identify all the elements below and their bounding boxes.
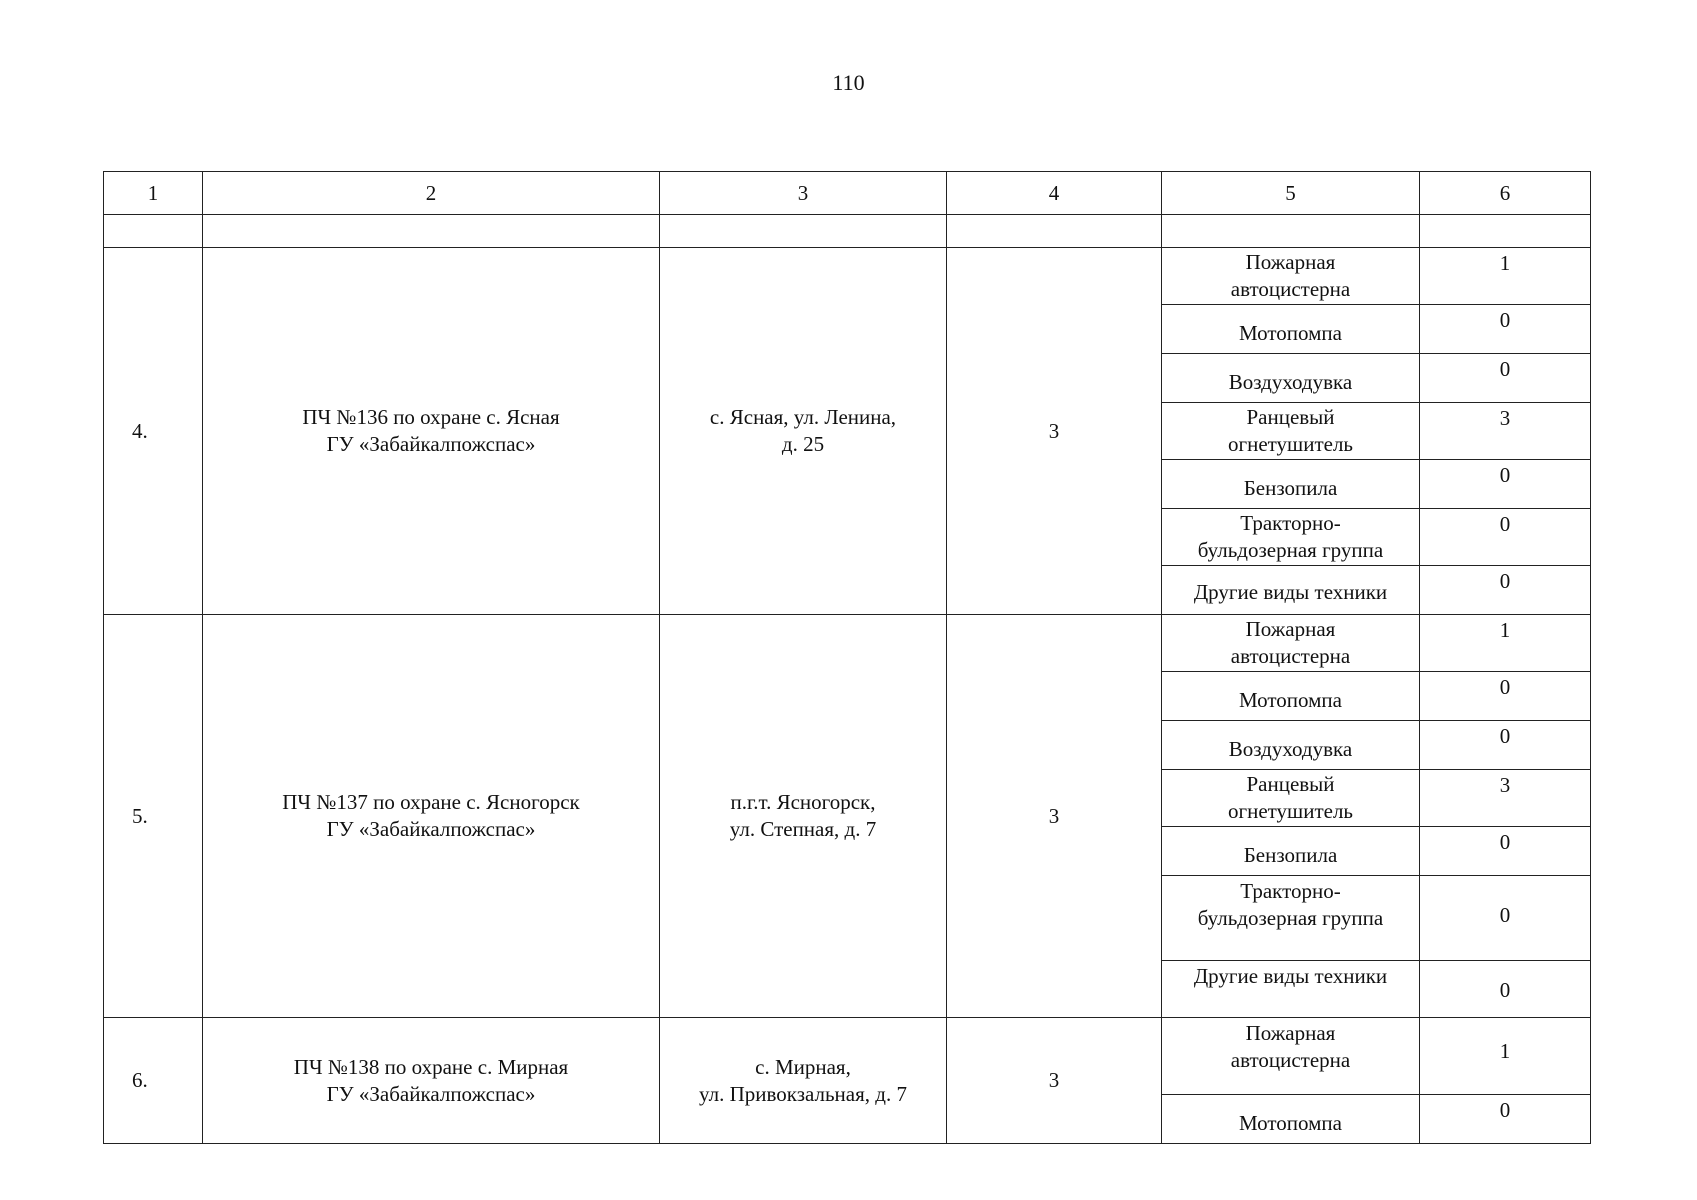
equipment-name: Пожарная автоцистерна — [1162, 615, 1420, 672]
equipment-name: Тракторно- бульдозерная группа — [1162, 876, 1420, 961]
equipment-name: Тракторно- бульдозерная группа — [1162, 509, 1420, 566]
row-number: 4. — [104, 248, 203, 615]
table-row — [104, 248, 1591, 305]
staff-count: 3 — [947, 615, 1162, 1018]
address-line: с. Мирная, — [755, 1054, 851, 1079]
equipment-qty: 0 — [1420, 566, 1591, 615]
equipment-qty: 3 — [1420, 403, 1591, 460]
equipment-qty: 0 — [1420, 961, 1591, 1018]
equipment-qty: 0 — [1420, 354, 1591, 403]
equipment-name: Мотопомпа — [1162, 1095, 1420, 1144]
column-header: 2 — [203, 172, 660, 215]
equipment-table — [103, 171, 1591, 1144]
row-number: 6. — [104, 1018, 203, 1144]
equipment-name: Пожарная автоцистерна — [1162, 1018, 1420, 1095]
column-header: 6 — [1420, 172, 1591, 215]
equipment-name: Другие виды техники — [1162, 961, 1420, 1018]
staff-count: 3 — [947, 248, 1162, 615]
table-row — [104, 615, 1591, 672]
address-line: ул. Степная, д. 7 — [729, 817, 877, 841]
equipment-qty: 1 — [1420, 248, 1591, 305]
address-line: ул. Привокзальная, д. 7 — [699, 1081, 907, 1106]
equipment-name: Мотопомпа — [1162, 305, 1420, 354]
equipment-qty: 0 — [1420, 305, 1591, 354]
address-line: п.г.т. Ясногорск, — [730, 790, 876, 814]
address — [660, 615, 947, 1018]
table-row — [104, 1018, 1591, 1095]
fire-unit-line: ГУ «Забайкалпожспас» — [326, 1081, 536, 1106]
address-line: д. 25 — [781, 432, 825, 456]
column-header: 5 — [1162, 172, 1420, 215]
address-line: с. Ясная, ул. Ленина, — [709, 405, 897, 429]
equipment-name: Ранцевый огнетушитель — [1162, 403, 1420, 460]
address — [660, 248, 947, 615]
equipment-qty: 0 — [1420, 1095, 1591, 1144]
equipment-qty: 0 — [1420, 721, 1591, 770]
column-header: 1 — [104, 172, 203, 215]
equipment-name: Мотопомпа — [1162, 672, 1420, 721]
fire-unit-name — [203, 1018, 660, 1144]
column-header: 3 — [660, 172, 947, 215]
fire-unit-name — [203, 248, 660, 615]
equipment-name: Другие виды техники — [1162, 566, 1420, 615]
equipment-qty: 0 — [1420, 672, 1591, 721]
fire-unit-line: ПЧ №137 по охране с. Ясногорск — [282, 790, 580, 814]
equipment-name: Ранцевый огнетушитель — [1162, 770, 1420, 827]
equipment-name: Пожарная автоцистерна — [1162, 248, 1420, 305]
fire-unit-line: ПЧ №136 по охране с. Ясная — [302, 405, 560, 429]
address — [660, 1018, 947, 1144]
column-header: 4 — [947, 172, 1162, 215]
equipment-qty: 1 — [1420, 1018, 1591, 1095]
equipment-qty: 0 — [1420, 509, 1591, 566]
equipment-name: Бензопила — [1162, 460, 1420, 509]
equipment-name: Воздуходувка — [1162, 354, 1420, 403]
fire-unit-line: ПЧ №138 по охране с. Мирная — [293, 1054, 569, 1079]
equipment-qty: 0 — [1420, 827, 1591, 876]
row-number: 5. — [104, 615, 203, 1018]
fire-unit-line: ГУ «Забайкалпожспас» — [326, 817, 536, 841]
header-row — [104, 172, 1591, 215]
equipment-qty: 3 — [1420, 770, 1591, 827]
equipment-qty: 0 — [1420, 460, 1591, 509]
equipment-name: Бензопила — [1162, 827, 1420, 876]
staff-count: 3 — [947, 1018, 1162, 1144]
equipment-name: Воздуходувка — [1162, 721, 1420, 770]
fire-unit-line: ГУ «Забайкалпожспас» — [326, 432, 536, 456]
equipment-qty: 0 — [1420, 876, 1591, 961]
blank-row — [104, 215, 1591, 248]
fire-unit-name — [203, 615, 660, 1018]
equipment-qty: 1 — [1420, 615, 1591, 672]
page-number: 110 — [832, 70, 865, 95]
